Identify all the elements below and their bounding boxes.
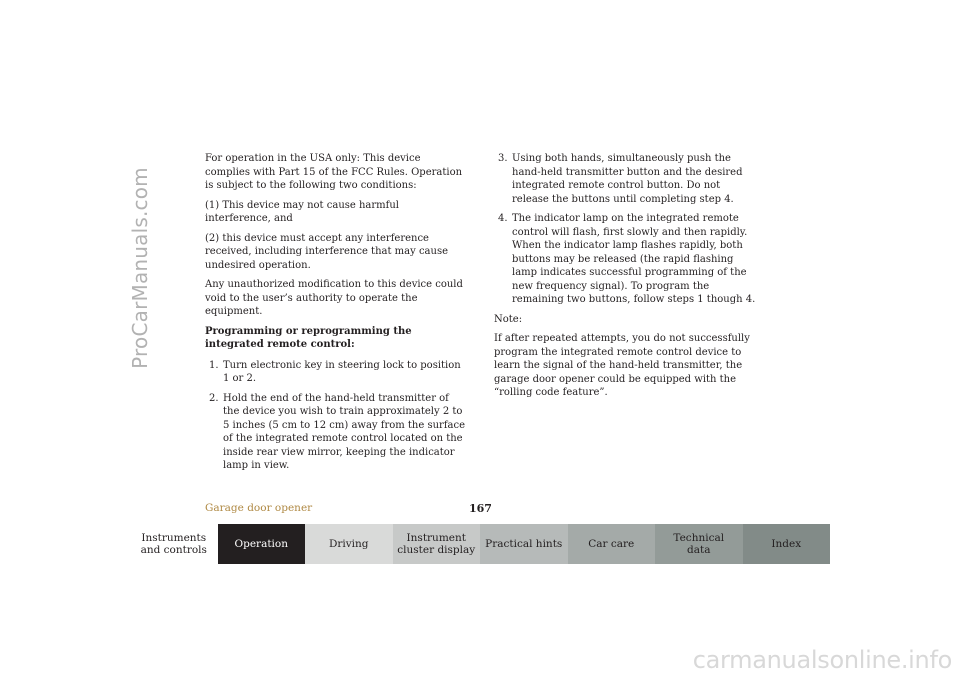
tab-label: Technical data	[673, 532, 725, 556]
tab-instruments-and-controls[interactable]	[130, 524, 218, 564]
step-number: 3.	[498, 153, 508, 164]
bottom-watermark: carmanualsonline.info	[692, 646, 952, 674]
paragraph: (2) this device must accept any interference received, including interference that may cause undesired operation.	[205, 232, 448, 271]
tab-index[interactable]	[743, 524, 831, 564]
steps-list	[205, 359, 467, 473]
right-column	[494, 152, 756, 406]
tab-car-care[interactable]	[568, 524, 656, 564]
steps-list	[494, 152, 756, 307]
tab-label: Car care	[588, 538, 635, 550]
tab-technical-data[interactable]	[655, 524, 743, 564]
paragraph: Any unauthorized modification to this device could void to the user’s authority to operate the equipment.	[205, 279, 463, 317]
list-item	[494, 212, 756, 307]
step-number: 1.	[209, 359, 219, 371]
paragraph: (1) This device may not cause harmful interference, and	[205, 199, 399, 224]
paragraph: For operation in the USA only: This device complies with Part 15 of the FCC Rules. Operation is subject to the following two conditions:	[205, 153, 463, 191]
tab-label: Instrument cluster display	[397, 532, 476, 556]
tab-label: Driving	[328, 538, 369, 550]
list-item	[205, 359, 467, 386]
tab-practical-hints[interactable]	[480, 524, 568, 564]
section-heading: Programming or reprogramming the integrated remote control:	[205, 325, 412, 350]
left-column	[205, 152, 467, 479]
step-number: 2.	[209, 392, 219, 404]
side-watermark: ProCarManuals.com	[128, 167, 152, 369]
step-text: Hold the end of the hand-held transmitter of the device you wish to train approximately 2 to 5 inches (5 cm to 12 cm) away from the surface of the integrated remote control located on the inside rear view mirror, keeping the indicator lamp in view.	[223, 392, 466, 471]
note-label: Note:	[494, 313, 523, 325]
chapter-tab-bar	[130, 524, 830, 564]
tab-driving[interactable]	[305, 524, 393, 564]
tab-label: Operation	[234, 538, 288, 550]
tab-label: Practical hints	[485, 538, 563, 550]
section-title: Garage door opener	[205, 502, 313, 514]
step-number: 4.	[498, 213, 508, 224]
list-item	[494, 152, 756, 206]
step-text: The indicator lamp on the integrated remote control will flash, first slowly and then rapidly. When the indicator lamp flashes rapidly, both buttons may be released (the rapid flashing lamp indicates successful programming of the new frequency signal). To program the remaining two buttons, follow steps 1 though 4.	[512, 213, 756, 305]
tab-operation[interactable]	[218, 524, 306, 564]
step-text: Turn electronic key in steering lock to position 1 or 2.	[223, 359, 461, 384]
list-item	[205, 392, 467, 473]
page-number: 167	[469, 502, 492, 515]
step-text: Using both hands, simultaneously push the hand-held transmitter button and the desired integrated remote control button. Do not release the buttons until completing step 4.	[512, 153, 743, 205]
tab-label: Instruments and controls	[140, 532, 207, 556]
note-text: If after repeated attempts, you do not successfully program the integrated remote control device to learn the signal of the hand-held transmitter, the garage door opener could be equipped with the “rolling code feature”.	[494, 333, 750, 398]
tab-instrument-cluster-display[interactable]	[393, 524, 481, 564]
tab-label: Index	[771, 538, 802, 550]
